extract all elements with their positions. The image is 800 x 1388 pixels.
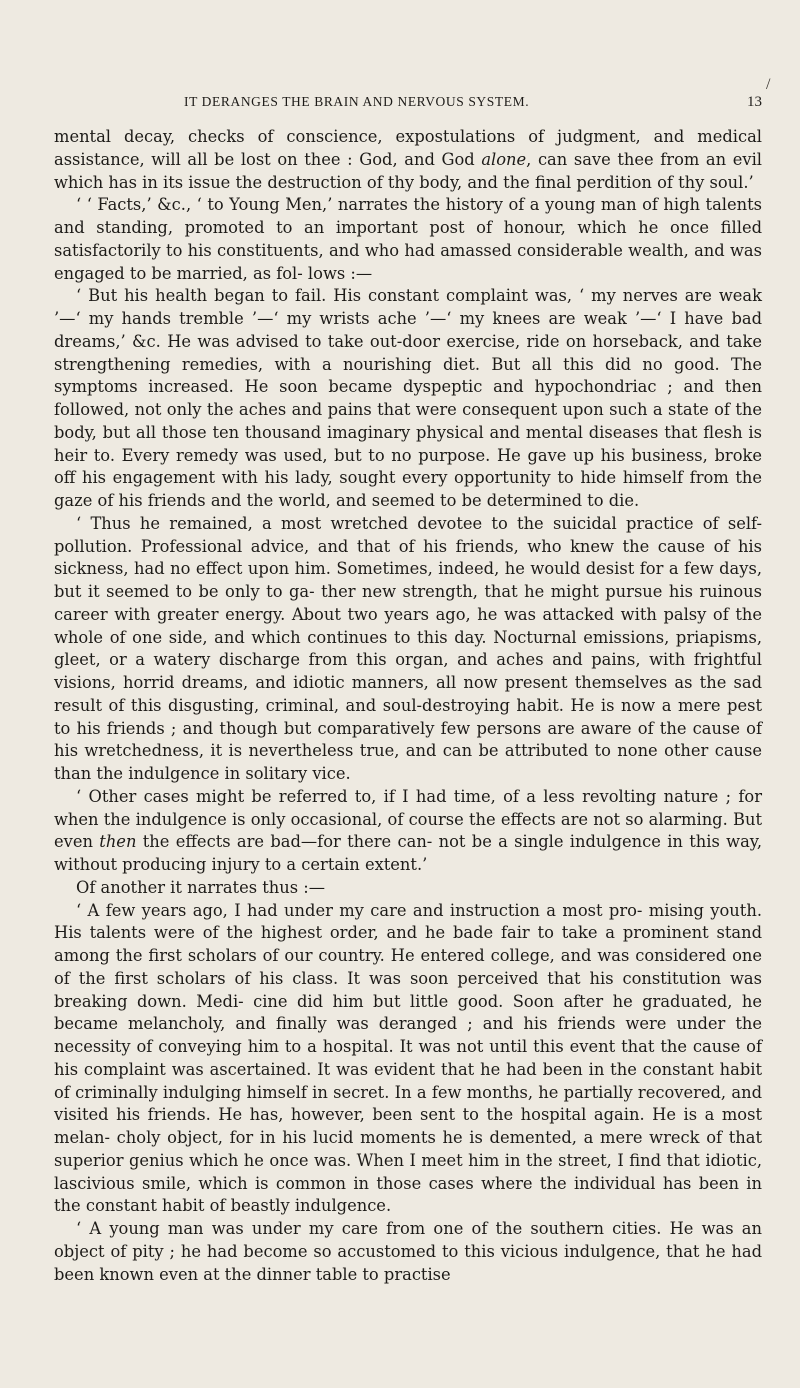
paragraph <box>54 513 762 786</box>
paragraph <box>54 1218 762 1286</box>
paragraph-text: ‘ But his health began to fail. His constant complaint was, ‘ my nerves are weak ’—‘ my hands tremble ’—‘ my wrists ache ’—‘ my knees are weak ’—‘ I have bad dreams,’ &c. He was advised to take out-door exercise, ride on horseback, and take strengthening remedies, with a nourishing diet. But all this did no good. The symptoms increased. He soon became dyspeptic and hypochondriac ; and then followed, not only the aches and pains that were consequent upon such a state of the body, but all those ten thousand imaginary physical and mental diseases that flesh is heir to. Every remedy was used, but to no purpose. He gave up his business, broke off his engagement with his lady, sought every opportunity to hide himself from the gaze of his friends and the world, and seemed to be determined to die. <box>54 286 762 510</box>
paragraph-text: ‘ A few years ago, I had under my care and instruction a most pro- mising youth. His talents were of the highest order, and he bade fair to take a prominent stand among the first scholars of our country. He entered college, and was considered one of the first scholars of his class. It was soon perceived that his constitution was breaking down. Medi- cine did him but little good. Soon after he graduated, he became melancholy, and finally was deranged ; and his friends were under the necessity of conveying him to a hospital. It was not until this event that the cause of his complaint was ascertained. It was evident that he had been in the constant habit of criminally indulging himself in secret. In a few months, he partially recovered, and visited his friends. He has, however, been sent to the hospital again. He is a most melan- choly object, for in his lucid moments he is demented, a mere wreck of that superior genius which he once was. When I meet him in the street, I find that idiotic, lascivious smile, which is common in those cases where the individual has been in the constant habit of beastly indulgence. <box>54 900 762 1216</box>
paragraph <box>54 900 762 1219</box>
body-text <box>54 126 762 1286</box>
paragraph <box>54 194 762 285</box>
running-title: IT DERANGES THE BRAIN AND NERVOUS SYSTEM. <box>184 94 530 109</box>
paragraph-text: mental decay, checks of conscience, expostulations of judgment, and medical assistance, will all be lost on thee : God, and God <box>54 127 762 169</box>
paragraph <box>54 285 762 513</box>
running-header <box>54 94 762 116</box>
page-number: 13 <box>747 94 762 110</box>
paragraph <box>54 786 762 877</box>
paragraph-text: the effects are bad—for there can- not be a single indulgence in this way, without producing injury to a certain extent.’ <box>54 832 762 874</box>
paragraph <box>54 877 762 900</box>
paragraph <box>54 126 762 194</box>
paragraph-text: ‘ Other cases might be referred to, if I had time, of a less revolting nature ; for when the indulgence is only occasional, of course the effects are not so alarming. But even <box>54 786 762 852</box>
emphasis-text: then <box>99 832 137 852</box>
paragraph-text: ‘ ‘ Facts,’ &c., ‘ to Young Men,’ narrates the history of a young man of high talents and standing, promoted to an important post of honour, which he once filled satisfactorily to his constituents, and who had amassed considerable wealth, and was engaged to be married, as fol- lows :— <box>54 195 762 283</box>
emphasis-text: alone <box>481 149 527 169</box>
paragraph-text: ‘ Thus he remained, a most wretched devotee to the suicidal practice of self-pollution. Professional advice, and that of his friends, who knew the cause of his sickness, had no effect upon him. Sometimes, indeed, he would desist for a few days, but it seemed to be only to ga- ther new strength, that he might pursue his ruinous career with greater energy. About two years ago, he was attacked with palsy of the whole of one side, and which continues to this day. Nocturnal emissions, priapisms, gleet, or a watery discharge from this organ, and aches and pains, with frightful visions, horrid dreams, and idiotic manners, all now present themselves as the sad result of this disgusting, criminal, and soul-destroying habit. He is now a mere pest to his friends ; and though but comparatively few persons are aware of the cause of his wretchedness, it is nevertheless true, and can be attributed to none other cause than the indulgence in solitary vice. <box>54 513 762 783</box>
paragraph-text: ‘ A young man was under my care from one of the southern cities. He was an object of pity ; he had become so accustomed to this vicious indulgence, that he had been known even at the dinner table to practise <box>54 1219 762 1284</box>
paragraph-text: Of another it narrates thus :— <box>76 877 326 897</box>
page-corner-mark: / <box>766 76 771 93</box>
paragraph-text: , can save thee from an evil which has in its issue the destruction of thy body, and the final perdition of thy soul.’ <box>54 149 762 192</box>
